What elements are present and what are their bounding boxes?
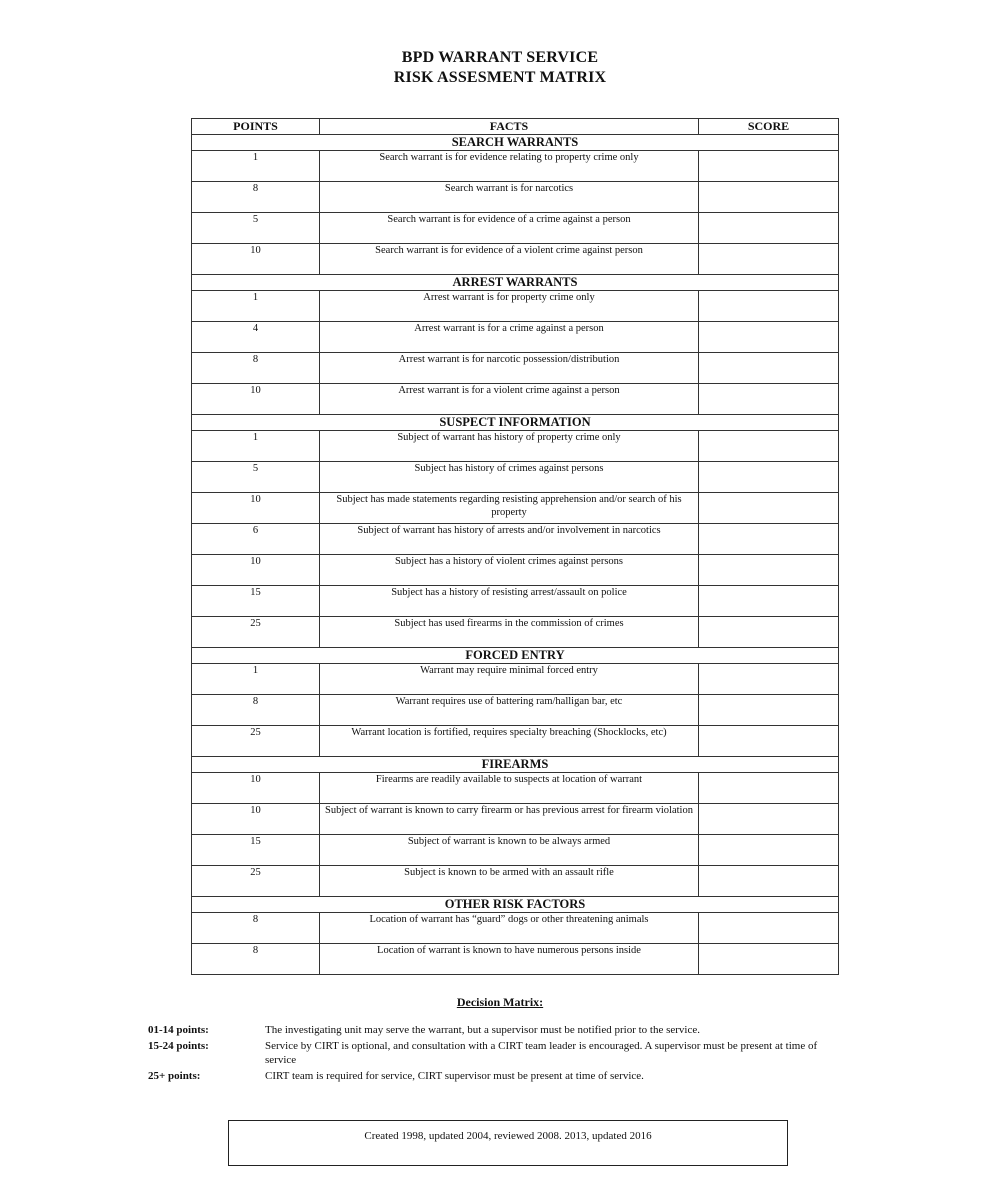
points-header: POINTS xyxy=(192,119,320,135)
decision-matrix-title: Decision Matrix: xyxy=(456,995,544,1009)
table-row xyxy=(192,213,839,244)
table-row xyxy=(192,182,839,213)
fact-cell: Location of warrant is known to have numerous persons inside xyxy=(320,944,699,975)
fact-cell: Subject has a history of violent crimes against persons xyxy=(320,555,699,586)
points-cell: 8 xyxy=(192,353,320,384)
decision-label: 25+ points: xyxy=(148,1070,201,1082)
points-cell: 25 xyxy=(192,617,320,648)
score-cell[interactable] xyxy=(699,353,839,384)
fact-cell: Search warrant is for narcotics xyxy=(320,182,699,213)
table-row xyxy=(192,244,839,275)
points-cell: 10 xyxy=(192,493,320,524)
table-row xyxy=(192,617,839,648)
score-header: SCORE xyxy=(699,119,839,135)
score-cell[interactable] xyxy=(699,726,839,757)
table-row xyxy=(192,835,839,866)
score-cell[interactable] xyxy=(699,555,839,586)
table-row xyxy=(192,384,839,415)
score-cell[interactable] xyxy=(699,773,839,804)
score-cell[interactable] xyxy=(699,493,839,524)
facts-header: FACTS xyxy=(320,119,699,135)
points-cell: 5 xyxy=(192,213,320,244)
score-cell[interactable] xyxy=(699,322,839,353)
points-cell: 25 xyxy=(192,726,320,757)
fact-cell: Warrant may require minimal forced entry xyxy=(320,664,699,695)
table-row xyxy=(192,353,839,384)
section-header-row xyxy=(192,135,839,151)
points-cell: 4 xyxy=(192,322,320,353)
points-cell: 1 xyxy=(192,431,320,462)
section-title: ARREST WARRANTS xyxy=(192,275,839,291)
score-cell[interactable] xyxy=(699,384,839,415)
points-cell: 10 xyxy=(192,244,320,275)
score-cell[interactable] xyxy=(699,151,839,182)
score-cell[interactable] xyxy=(699,462,839,493)
score-cell[interactable] xyxy=(699,244,839,275)
table-header-row xyxy=(192,119,839,135)
revision-footer xyxy=(228,1120,788,1166)
table-row xyxy=(192,151,839,182)
points-cell: 15 xyxy=(192,586,320,617)
fact-cell: Firearms are readily available to suspects at location of warrant xyxy=(320,773,699,804)
points-cell: 8 xyxy=(192,695,320,726)
score-cell[interactable] xyxy=(699,431,839,462)
fact-cell: Arrest warrant is for a violent crime against a person xyxy=(320,384,699,415)
section-title: SUSPECT INFORMATION xyxy=(192,415,839,431)
fact-cell: Warrant location is fortified, requires specialty breaching (Shocklocks, etc) xyxy=(320,726,699,757)
table-row xyxy=(192,726,839,757)
points-cell: 10 xyxy=(192,773,320,804)
fact-cell: Subject of warrant is known to be always armed xyxy=(320,835,699,866)
fact-cell: Subject has a history of resisting arrest/assault on police xyxy=(320,586,699,617)
score-cell[interactable] xyxy=(699,182,839,213)
decision-label: 01-14 points: xyxy=(148,1024,209,1036)
fact-cell: Arrest warrant is for narcotic possession/distribution xyxy=(320,353,699,384)
section-header-row xyxy=(192,648,839,664)
risk-matrix-table xyxy=(191,118,839,975)
revision-text: Created 1998, updated 2004, reviewed 2008. 2013, updated 2016 xyxy=(364,1130,652,1142)
score-cell[interactable] xyxy=(699,586,839,617)
fact-cell: Arrest warrant is for a crime against a person xyxy=(320,322,699,353)
section-header-row xyxy=(192,415,839,431)
section-header-row xyxy=(192,275,839,291)
score-cell[interactable] xyxy=(699,804,839,835)
section-title: OTHER RISK FACTORS xyxy=(192,897,839,913)
table-row xyxy=(192,322,839,353)
decision-description: The investigating unit may serve the warrant, but a supervisor must be notified prior to the service. xyxy=(265,1024,700,1036)
table-row xyxy=(192,291,839,322)
table-row xyxy=(192,493,839,524)
table-row xyxy=(192,695,839,726)
table-row xyxy=(192,462,839,493)
points-cell: 10 xyxy=(192,555,320,586)
table-row xyxy=(192,664,839,695)
table-body xyxy=(192,135,839,975)
points-cell: 8 xyxy=(192,182,320,213)
score-cell[interactable] xyxy=(699,913,839,944)
table-row xyxy=(192,944,839,975)
table-row xyxy=(192,773,839,804)
score-cell[interactable] xyxy=(699,835,839,866)
fact-cell: Search warrant is for evidence relating to property crime only xyxy=(320,151,699,182)
decision-description: CIRT team is required for service, CIRT supervisor must be present at time of service. xyxy=(265,1070,644,1082)
fact-cell: Subject of warrant has history of arrests and/or involvement in narcotics xyxy=(320,524,699,555)
score-cell[interactable] xyxy=(699,524,839,555)
fact-cell: Subject has made statements regarding resisting apprehension and/or search of his property xyxy=(320,493,699,524)
table-row xyxy=(192,524,839,555)
points-cell: 1 xyxy=(192,151,320,182)
points-cell: 5 xyxy=(192,462,320,493)
section-title: FORCED ENTRY xyxy=(192,648,839,664)
section-header-row xyxy=(192,897,839,913)
decision-label: 15-24 points: xyxy=(148,1040,209,1052)
score-cell[interactable] xyxy=(699,664,839,695)
decision-description: Service by CIRT is optional, and consultation with a CIRT team leader is encouraged. A supervisor must be present at time of service xyxy=(265,1040,818,1066)
points-cell: 10 xyxy=(192,384,320,415)
section-title: FIREARMS xyxy=(192,757,839,773)
score-cell[interactable] xyxy=(699,944,839,975)
fact-cell: Subject has history of crimes against persons xyxy=(320,462,699,493)
section-title: SEARCH WARRANTS xyxy=(192,135,839,151)
document-title: BPD WARRANT SERVICE xyxy=(401,49,599,66)
table-row xyxy=(192,586,839,617)
fact-cell: Subject has used firearms in the commission of crimes xyxy=(320,617,699,648)
fact-cell: Search warrant is for evidence of a crime against a person xyxy=(320,213,699,244)
points-cell: 10 xyxy=(192,804,320,835)
points-cell: 8 xyxy=(192,913,320,944)
fact-cell: Search warrant is for evidence of a violent crime against person xyxy=(320,244,699,275)
score-cell[interactable] xyxy=(699,695,839,726)
table-row xyxy=(192,431,839,462)
document-subtitle: RISK ASSESMENT MATRIX xyxy=(393,69,607,86)
score-cell[interactable] xyxy=(699,617,839,648)
fact-cell: Arrest warrant is for property crime only xyxy=(320,291,699,322)
table-row xyxy=(192,913,839,944)
points-cell: 8 xyxy=(192,944,320,975)
points-cell: 15 xyxy=(192,835,320,866)
points-cell: 1 xyxy=(192,291,320,322)
table-row xyxy=(192,555,839,586)
score-cell[interactable] xyxy=(699,291,839,322)
table-row xyxy=(192,804,839,835)
points-cell: 25 xyxy=(192,866,320,897)
fact-cell: Warrant requires use of battering ram/halligan bar, etc xyxy=(320,695,699,726)
fact-cell: Subject is known to be armed with an assault rifle xyxy=(320,866,699,897)
section-header-row xyxy=(192,757,839,773)
points-cell: 1 xyxy=(192,664,320,695)
points-cell: 6 xyxy=(192,524,320,555)
score-cell[interactable] xyxy=(699,866,839,897)
fact-cell: Subject of warrant has history of property crime only xyxy=(320,431,699,462)
fact-cell: Subject of warrant is known to carry firearm or has previous arrest for firearm violation xyxy=(320,804,699,835)
score-cell[interactable] xyxy=(699,213,839,244)
table-row xyxy=(192,866,839,897)
fact-cell: Location of warrant has “guard” dogs or other threatening animals xyxy=(320,913,699,944)
